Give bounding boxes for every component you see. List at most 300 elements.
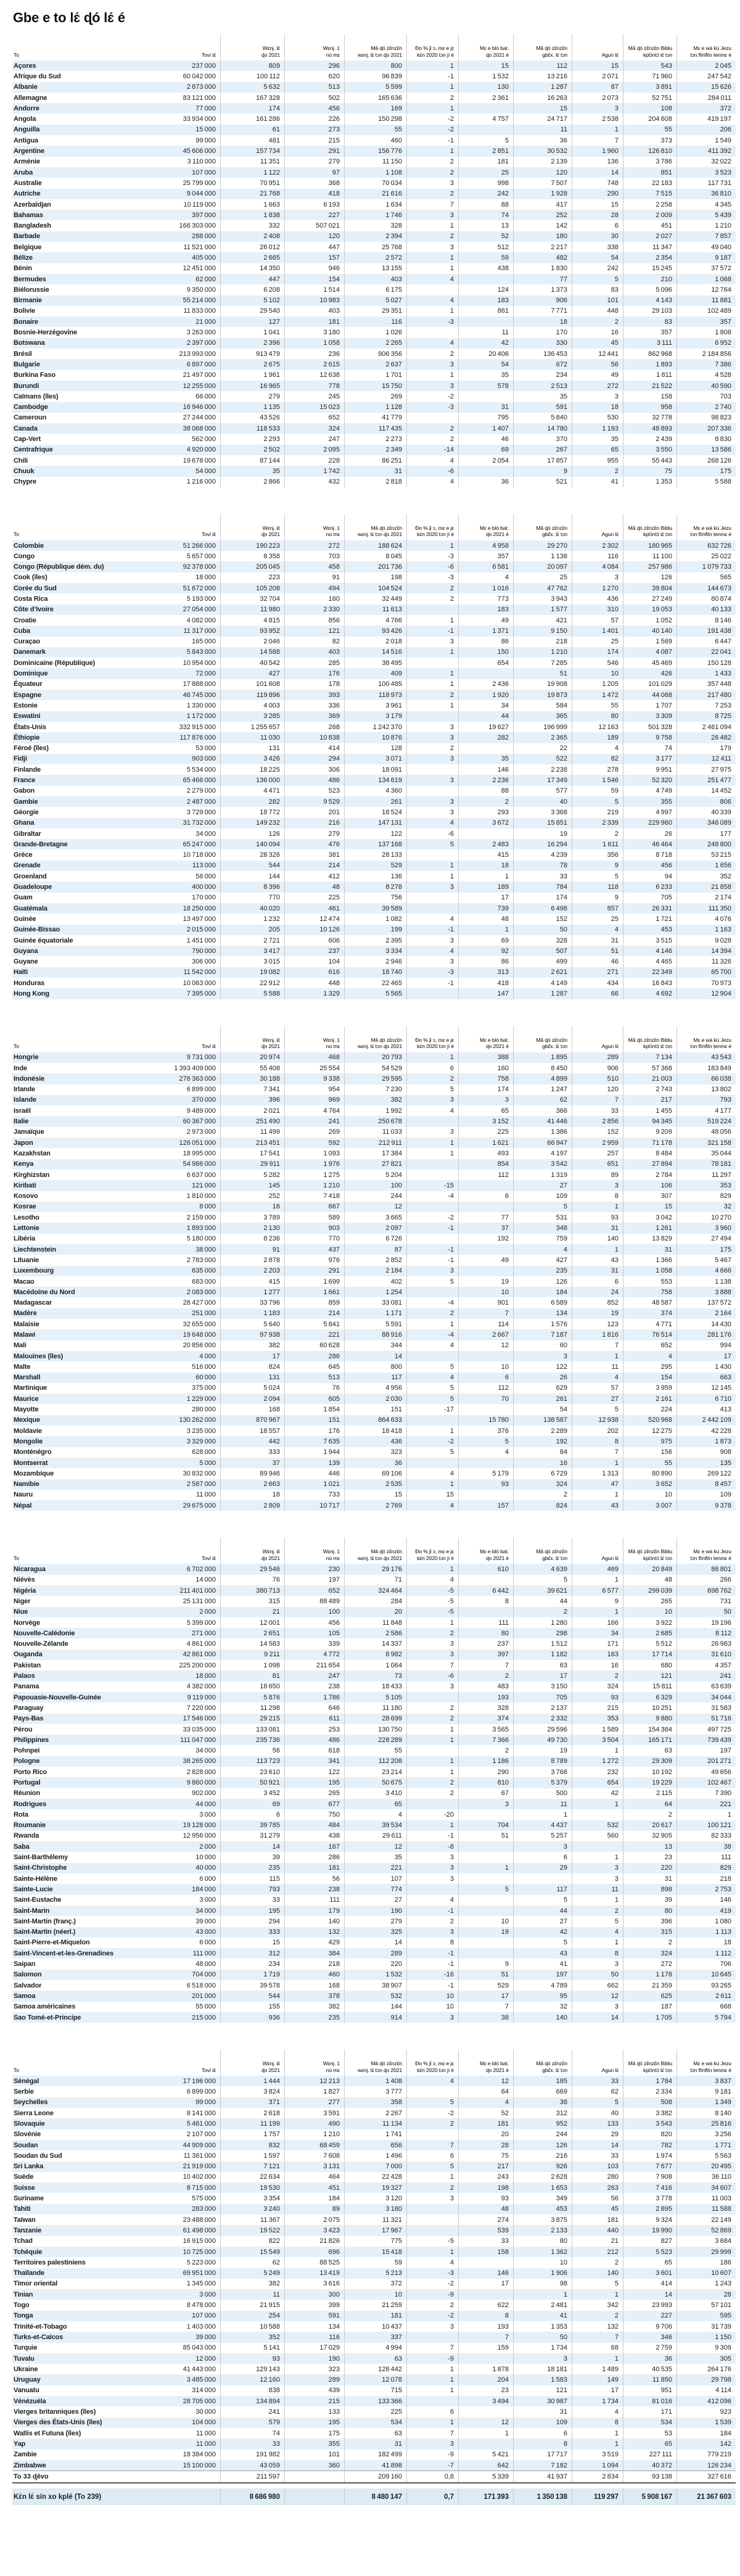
value-cell-avg_pioneers: 244 [513, 2129, 572, 2140]
country-cell: Bulgarie [14, 360, 40, 368]
value-cell-memorial_attendance: 264 176 [676, 2364, 736, 2374]
value-cell-congregations: 2 302 [572, 540, 623, 551]
value-cell-memorial_attendance: 4 177 [676, 1105, 736, 1116]
value-cell-publishers_2021: 39 785 [220, 1820, 284, 1831]
value-cell-baptized_2021: 2 054 [458, 455, 513, 466]
value-cell-publishers_2021: 11 499 [220, 1127, 284, 1137]
value-cell-population: 201 000 [192, 1992, 216, 2000]
value-cell-avg_publishers_2021: 1 108 [344, 167, 406, 178]
value-cell-congregations: 57 [572, 1383, 623, 1393]
value-cell-congregations: 3 [572, 1180, 623, 1191]
value-cell-pct_increase_over_2020: 2 [406, 1714, 458, 1724]
value-cell-memorial_attendance: 102 467 [676, 1777, 736, 1788]
table-row [12, 2129, 736, 2140]
value-cell-congregations: 3 519 [572, 2450, 623, 2460]
value-cell-avg_publishers_2021: 284 [344, 1596, 406, 1606]
value-cell-memorial_attendance: 66 038 [676, 1073, 736, 1084]
value-cell-baptized_2021: 150 [458, 647, 513, 658]
column-header-country: To [14, 51, 19, 58]
value-cell-population: 28 705 000 [183, 2397, 216, 2405]
country-cell: Zimbabwe [14, 2461, 46, 2469]
value-cell-ratio_1_per: 458 [284, 561, 344, 572]
value-cell-pct_increase_over_2020: 1 [406, 220, 458, 231]
value-cell-ratio_1_per: 13 419 [284, 2268, 344, 2279]
value-cell-avg_pioneers: 22 [513, 743, 572, 754]
value-cell-memorial_attendance: 40 133 [676, 605, 736, 615]
value-cell-ratio_1_per: 2 075 [284, 2215, 344, 2225]
value-cell-memorial_attendance: 247 542 [676, 71, 736, 81]
value-cell-population: 111 047 000 [180, 1736, 216, 1744]
value-cell-ratio_1_per: 456 [284, 103, 344, 114]
value-cell-congregations: 1 313 [572, 1468, 623, 1479]
value-cell-publishers_2021: 93 [220, 2353, 284, 2364]
value-cell-baptized_2021: 174 [458, 1084, 513, 1095]
table-row [12, 956, 736, 967]
value-cell-memorial_attendance: 4 528 [676, 370, 736, 381]
table-row [12, 893, 736, 903]
value-cell-population: 1 330 000 [186, 701, 216, 709]
value-cell-avg_publishers_2021: 2 818 [344, 477, 406, 487]
value-cell-memorial_attendance: 142 [676, 2438, 736, 2449]
value-cell-avg_bible_studies: 14 [623, 2289, 676, 2300]
value-cell-pct_increase_over_2020: 3 [406, 359, 458, 369]
value-cell-ratio_1_per: 946 [284, 263, 344, 274]
table-row [12, 2364, 736, 2374]
value-cell-pct_increase_over_2020 [406, 893, 458, 903]
country-cell: États-Unis [14, 723, 46, 731]
country-cell: Porto Rico [14, 1768, 47, 1776]
value-cell-memorial_attendance: 14 430 [676, 1319, 736, 1329]
value-cell-avg_publishers_2021: 55 [344, 125, 406, 135]
country-cell: Kɛ́n lɛ́ sín xo kplé (To 239) [14, 2493, 102, 2501]
value-cell-population: 11 833 000 [183, 307, 216, 315]
country-cell: Albanie [14, 83, 38, 91]
column-header-congregations: Agun lɛ́ [572, 1538, 623, 1564]
country-cell: Côte d’Ivoire [14, 606, 54, 614]
value-cell-publishers_2021: 56 [220, 1745, 284, 1756]
value-cell-avg_bible_studies: 2 161 [623, 1393, 676, 1404]
value-cell-congregations: 31 [572, 1223, 623, 1233]
table-row [12, 2076, 736, 2086]
column-header-row [12, 2050, 736, 2076]
value-cell-avg_pioneers: 3 [513, 1351, 572, 1361]
value-cell-ratio_1_per: 279 [284, 828, 344, 839]
value-cell-pct_increase_over_2020: 3 [406, 754, 458, 764]
value-cell-avg_publishers_2021: 50 675 [344, 1777, 406, 1788]
table-row [12, 1905, 736, 1916]
country-cell: Seychelles [14, 2099, 48, 2107]
value-cell-congregations: 89 [572, 1170, 623, 1180]
value-cell-congregations: 651 [572, 1159, 623, 1170]
column-header-avg_bible_studies: Mǎ ɖó zɛ̌nzɛ̌n Biblu kplɔ́ntɔ́ lɛ́ tɔn [623, 514, 676, 540]
value-cell-population: 283 000 [192, 2205, 216, 2213]
value-cell-memorial_attendance: 1 138 [676, 1276, 736, 1287]
value-cell-pct_increase_over_2020: -2 [406, 1436, 458, 1447]
value-cell-avg_bible_studies: 55 [623, 125, 676, 135]
value-cell-avg_bible_studies: 10 192 [623, 1767, 676, 1777]
table-row [12, 1319, 736, 1329]
value-cell-avg_pioneers: 1 373 [513, 284, 572, 295]
table-row [12, 1991, 736, 2001]
value-cell-baptized_2021: 42 [458, 338, 513, 349]
table-row [12, 871, 736, 881]
value-cell-population: 6 000 [199, 1939, 216, 1947]
value-cell-memorial_attendance: 8 112 [676, 1628, 736, 1638]
table-section-4 [12, 1538, 736, 2023]
value-cell-avg_publishers_2021: 29 351 [344, 306, 406, 316]
value-cell-avg_publishers_2021: 656 [344, 2140, 406, 2150]
value-cell-avg_publishers_2021: 460 [344, 135, 406, 146]
value-cell-avg_publishers_2021: 36 [344, 1458, 406, 1468]
value-cell-memorial_attendance: 40 339 [676, 807, 736, 817]
value-cell-population: 2 000 [199, 1608, 216, 1616]
value-cell-baptized_2021: 20 [458, 2129, 513, 2140]
value-cell-pct_increase_over_2020: 1 [406, 2385, 458, 2396]
country-cell: Mexique [14, 1416, 40, 1424]
value-cell-avg_publishers_2021: 2 769 [344, 1500, 406, 1511]
value-cell-memorial_attendance: 595 [676, 2311, 736, 2321]
value-cell-pct_increase_over_2020: 0,8 [406, 2471, 458, 2482]
value-cell-memorial_attendance: 14 394 [676, 946, 736, 956]
value-cell-baptized_2021: 157 [458, 1500, 513, 1511]
value-cell-avg_pioneers: 330 [513, 338, 572, 349]
table-row [12, 1938, 736, 1948]
value-cell-baptized_2021: 2 361 [458, 93, 513, 103]
value-cell-memorial_attendance: 2 174 [676, 893, 736, 903]
table-row [12, 157, 736, 167]
value-cell-memorial_attendance: 31 583 [676, 1703, 736, 1713]
value-cell-baptized_2021: 2 [458, 796, 513, 807]
value-cell-avg_pioneers: 1 287 [513, 82, 572, 93]
value-cell-baptized_2021: 86 [458, 637, 513, 647]
value-cell-pct_increase_over_2020 [406, 1692, 458, 1703]
column-header-publishers_2021: Wɛnj. lɛ́ ɖo 2021 [220, 2050, 284, 2076]
value-cell-pct_increase_over_2020: 4 [406, 1340, 458, 1351]
value-cell-publishers_2021: 43 526 [220, 413, 284, 423]
country-cell: France [14, 777, 36, 785]
value-cell-avg_bible_studies: 10 251 [623, 1703, 676, 1713]
value-cell-avg_pioneers: 1 182 [513, 1649, 572, 1660]
value-cell-population: 3 329 000 [186, 1437, 216, 1445]
table-row [12, 828, 736, 839]
table-row [12, 1095, 736, 1105]
value-cell-ratio_1_per: 76 [284, 1383, 344, 1393]
value-cell-ratio_1_per: 100 [284, 1607, 344, 1617]
table-row [12, 402, 736, 413]
value-cell-baptized_2021 [458, 1490, 513, 1500]
value-cell-ratio_1_per: 954 [284, 1084, 344, 1095]
country-cell: Açores [14, 62, 36, 70]
value-cell-avg_publishers_2021: 534 [344, 2417, 406, 2428]
value-cell-population: 10 063 000 [183, 979, 216, 987]
country-cell: Malaisie [14, 1320, 39, 1328]
value-cell-publishers_2021: 1 135 [220, 402, 284, 413]
value-cell-memorial_attendance: 419 [676, 1905, 736, 1916]
country-cell: Saint-Martin (franç.) [14, 1917, 76, 1925]
value-cell-avg_pioneers: 252 [513, 210, 572, 220]
value-cell-pct_increase_over_2020: 2 [406, 583, 458, 593]
table-row [12, 1756, 736, 1767]
country-cell: Samoa américaines [14, 2003, 76, 2011]
value-cell-baptized_2021 [458, 1351, 513, 1361]
value-cell-population: 9 119 000 [187, 1693, 216, 1701]
value-cell-ratio_1_per: 7 608 [284, 2150, 344, 2161]
value-cell-ratio_1_per: 10 983 [284, 295, 344, 306]
value-cell-congregations: 3 [572, 391, 623, 402]
value-cell-baptized_2021: 48 [458, 914, 513, 924]
value-cell-avg_publishers_2021: 774 [344, 1884, 406, 1894]
value-cell-ratio_1_per: 190 [284, 2353, 344, 2364]
value-cell-publishers_2021: 14 588 [220, 647, 284, 658]
value-cell-avg_publishers_2021: 12 [344, 1202, 406, 1212]
value-cell-avg_pioneers: 4 [513, 1244, 572, 1255]
value-cell-avg_pioneers: 19 [513, 828, 572, 839]
value-cell-publishers_2021: 8 686 980 [220, 2488, 284, 2505]
value-cell-pct_increase_over_2020: 3 [406, 1927, 458, 1938]
value-cell-baptized_2021: 160 [458, 1063, 513, 1073]
value-cell-publishers_2021: 2 878 [220, 1255, 284, 1265]
value-cell-baptized_2021: 36 [458, 477, 513, 487]
value-cell-congregations: 181 [572, 2215, 623, 2225]
value-cell-publishers_2021: 1 961 [220, 370, 284, 381]
value-cell-baptized_2021: 512 [458, 242, 513, 252]
value-cell-baptized_2021: 290 [458, 1767, 513, 1777]
value-cell-publishers_2021: 211 597 [220, 2471, 284, 2482]
value-cell-congregations: 11 [572, 1884, 623, 1894]
value-cell-population: 397 000 [192, 211, 216, 219]
country-cell: Féroé (îles) [14, 745, 49, 753]
value-cell-avg_pioneers: 41 446 [513, 1116, 572, 1126]
value-cell-publishers_2021: 371 [220, 2097, 284, 2108]
value-cell-memorial_attendance: 11 881 [676, 295, 736, 306]
value-cell-congregations: 1 [572, 1244, 623, 1255]
value-cell-avg_pioneers: 5 [513, 1202, 572, 1212]
value-cell-publishers_2021: 9 211 [220, 1649, 284, 1660]
value-cell-publishers_2021: 213 451 [220, 1137, 284, 1148]
value-cell-congregations: 8 [572, 1436, 623, 1447]
country-cell: Libéria [14, 1235, 36, 1243]
value-cell-avg_pioneers: 3 [513, 1841, 572, 1852]
value-cell-memorial_attendance: 4 357 [676, 1660, 736, 1670]
value-cell-memorial_attendance: 32 [676, 1202, 736, 1212]
value-cell-avg_publishers_2021: 11 150 [344, 157, 406, 167]
column-header-avg_publishers_2021: Mǎ ɖó zɛ̌nzɛ̌n wɛnj. lɛ́ tɔn ɖo 2021 [344, 2050, 406, 2076]
value-cell-publishers_2021: 1 719 [220, 1970, 284, 1980]
country-cell: Haïti [14, 968, 28, 976]
value-cell-baptized_2021: 67 [458, 1788, 513, 1799]
country-cell: Grenade [14, 862, 41, 870]
value-cell-avg_pioneers: 672 [513, 359, 572, 369]
value-cell-avg_bible_studies: 451 [623, 220, 676, 231]
value-cell-memorial_attendance: 3 684 [676, 2236, 736, 2247]
value-cell-congregations: 2 [572, 1905, 623, 1916]
value-cell-avg_bible_studies: 3 515 [623, 935, 676, 946]
country-cell: Afrique du Sud [14, 72, 61, 80]
value-cell-avg_publishers_2021: 403 [344, 274, 406, 284]
value-cell-avg_pioneers: 19 [513, 1745, 572, 1756]
value-cell-publishers_2021: 3 015 [220, 956, 284, 967]
value-cell-avg_bible_studies: 31 [623, 1244, 676, 1255]
value-cell-avg_publishers_2021: 18 418 [344, 1426, 406, 1436]
value-cell-pct_increase_over_2020: -5 [406, 1607, 458, 1617]
value-cell-avg_publishers_2021: 11 321 [344, 2215, 406, 2225]
value-cell-population: 56 000 [195, 872, 216, 880]
value-cell-avg_pioneers: 216 [513, 2150, 572, 2161]
value-cell-pct_increase_over_2020: -6 [406, 828, 458, 839]
value-cell-congregations: 103 [572, 2161, 623, 2172]
value-cell-ratio_1_per: 122 [284, 1767, 344, 1777]
country-cell: Gambie [14, 798, 38, 806]
country-cell: Japon [14, 1139, 33, 1147]
value-cell-memorial_attendance: 22 149 [676, 2215, 736, 2225]
value-cell-avg_bible_studies: 2 258 [623, 199, 676, 210]
value-cell-memorial_attendance: 2 753 [676, 1884, 736, 1894]
value-cell-avg_bible_studies: 9 951 [623, 764, 676, 775]
value-cell-population: 237 000 [192, 62, 216, 70]
value-cell-avg_pioneers: 109 [513, 1191, 572, 1202]
country-cell: Guyane [14, 958, 38, 966]
value-cell-memorial_attendance: 241 [676, 1670, 736, 1681]
value-cell-avg_pioneers: 138 587 [513, 1415, 572, 1426]
value-cell-publishers_2021: 50 921 [220, 1777, 284, 1788]
value-cell-pct_increase_over_2020: 1 [406, 1820, 458, 1831]
value-cell-ratio_1_per: 56 [284, 1873, 344, 1884]
value-cell-ratio_1_per: 294 [284, 754, 344, 764]
value-cell-memorial_attendance: 150 128 [676, 658, 736, 668]
country-cell: Costa Rica [14, 595, 48, 603]
value-cell-pct_increase_over_2020: -2 [406, 125, 458, 135]
value-cell-population: 2 783 000 [186, 1256, 216, 1264]
value-cell-ratio_1_per: 652 [284, 1585, 344, 1596]
value-cell-avg_pioneers: 6 [513, 2428, 572, 2438]
country-cell: Chypre [14, 478, 36, 486]
column-header-pct_increase_over_2020: Ɖo % jǐ ɔ, mɛ e jɛ kɛ́n 2020 tɔn jí é [406, 1026, 458, 1052]
value-cell-avg_pioneers: 33 [513, 871, 572, 881]
value-cell-avg_publishers_2021: 18 524 [344, 807, 406, 817]
value-cell-memorial_attendance: 663 [676, 1373, 736, 1383]
value-cell-avg_publishers_2021: 4 360 [344, 786, 406, 796]
value-cell-avg_pioneers: 15 851 [513, 818, 572, 828]
value-cell-congregations: 41 [572, 477, 623, 487]
value-cell-population: 5 193 000 [186, 595, 216, 603]
value-cell-avg_pioneers: 16 263 [513, 93, 572, 103]
value-cell-pct_increase_over_2020: 3 [406, 1266, 458, 1276]
value-cell-congregations: 149 [572, 2374, 623, 2385]
country-cell: Tonga [14, 2312, 33, 2320]
value-cell-avg_pioneers: 6 729 [513, 1468, 572, 1479]
value-cell-avg_bible_studies: 171 [623, 2406, 676, 2417]
value-cell-population: 11 521 000 [183, 243, 216, 251]
value-cell-avg_publishers_2021: 8 480 147 [344, 2488, 406, 2505]
value-cell-pct_increase_over_2020: 4 [406, 2257, 458, 2268]
value-cell-avg_publishers_2021: 71 [344, 1575, 406, 1585]
value-cell-memorial_attendance: 806 [676, 796, 736, 807]
value-cell-memorial_attendance: 117 731 [676, 178, 736, 188]
value-cell-avg_pioneers: 926 [513, 2161, 572, 2172]
value-cell-publishers_2021: 31 279 [220, 1831, 284, 1841]
value-cell-baptized_2021 [458, 1607, 513, 1617]
value-cell-congregations: 136 [572, 157, 623, 167]
value-cell-memorial_attendance: 25 816 [676, 2118, 736, 2129]
value-cell-ratio_1_per: 451 [284, 2182, 344, 2193]
value-cell-baptized_2021: 77 [458, 1212, 513, 1223]
value-cell-baptized_2021: 23 [458, 2385, 513, 2396]
value-cell-ratio_1_per: 486 [284, 1735, 344, 1745]
country-cell: Saint-Pierre-et-Miquelon [14, 1939, 90, 1947]
value-cell-population: 2 015 000 [186, 926, 216, 934]
value-cell-memorial_attendance: 27 494 [676, 1234, 736, 1244]
value-cell-memorial_attendance: 269 122 [676, 1468, 736, 1479]
value-cell-population: 5 461 000 [186, 2120, 216, 2128]
value-cell-baptized_2021: 51 [458, 1970, 513, 1980]
table-row [12, 1831, 736, 1841]
value-cell-congregations: 1 193 [572, 423, 623, 434]
value-cell-publishers_2021: 8 236 [220, 1234, 284, 1244]
value-cell-pct_increase_over_2020: 7 [406, 2343, 458, 2353]
value-cell-avg_publishers_2021: 156 776 [344, 146, 406, 156]
column-header-congregations: Agun lɛ́ [572, 1026, 623, 1052]
value-cell-avg_publishers_2021: 323 [344, 1447, 406, 1458]
value-cell-ratio_1_per: 132 [284, 1927, 344, 1938]
value-cell-publishers_2021: 1 757 [220, 2129, 284, 2140]
column-header-population: Toví lɛ́ [201, 1043, 216, 1050]
value-cell-ratio_1_per: 591 [284, 2311, 344, 2321]
value-cell-congregations: 1 734 [572, 2396, 623, 2406]
value-cell-baptized_2021: 198 [458, 2182, 513, 2193]
value-cell-avg_bible_studies: 272 [623, 1959, 676, 1969]
value-cell-congregations: 748 [572, 178, 623, 188]
value-cell-baptized_2021: 12 [458, 1340, 513, 1351]
value-cell-population: 6 702 000 [186, 1566, 216, 1574]
country-cell: Autriche [14, 190, 41, 198]
value-cell-pct_increase_over_2020: 2 [406, 2182, 458, 2193]
value-cell-avg_bible_studies: 7 677 [623, 2161, 676, 2172]
country-cell: Cook (îles) [14, 574, 47, 582]
table-row [12, 903, 736, 914]
value-cell-ratio_1_per: 279 [284, 157, 344, 167]
country-cell: Arménie [14, 158, 40, 166]
value-cell-ratio_1_per: 1 742 [284, 466, 344, 476]
value-cell-ratio_1_per: 2 330 [284, 605, 344, 615]
value-cell-ratio_1_per: 97 [284, 167, 344, 178]
table-row [12, 1788, 736, 1799]
value-cell-congregations: 5 [572, 796, 623, 807]
value-cell-publishers_2021: 442 [220, 1436, 284, 1447]
country-cell: Anguilla [14, 126, 40, 134]
value-cell-avg_pioneers: 26 [513, 1373, 572, 1383]
value-cell-pct_increase_over_2020 [406, 764, 458, 775]
value-cell-population: 575 000 [192, 2195, 216, 2203]
value-cell-congregations: 3 [572, 1959, 623, 1969]
value-cell-ratio_1_per: 438 [284, 1831, 344, 1841]
value-cell-avg_bible_studies: 23 993 [623, 2300, 676, 2310]
value-cell-pct_increase_over_2020: 1 [406, 306, 458, 316]
value-cell-baptized_2021: 4 [458, 1447, 513, 1458]
value-cell-avg_bible_studies: 126 [623, 572, 676, 583]
value-cell-pct_increase_over_2020: -1 [406, 135, 458, 146]
value-cell-congregations: 4 084 [572, 561, 623, 572]
value-cell-avg_publishers_2021: 715 [344, 2385, 406, 2396]
value-cell-avg_publishers_2021: 5 027 [344, 295, 406, 306]
value-cell-pct_increase_over_2020: 1 [406, 1479, 458, 1490]
value-cell-avg_pioneers: 18 181 [513, 2364, 572, 2374]
value-cell-avg_bible_studies: 396 [623, 1916, 676, 1926]
value-cell-population: 2 000 [199, 1843, 216, 1851]
value-cell-ratio_1_per: 306 [284, 764, 344, 775]
value-cell-memorial_attendance: 111 350 [676, 903, 736, 914]
value-cell-avg_bible_studies: 93 138 [623, 2471, 676, 2482]
value-cell-ratio_1_per: 976 [284, 1255, 344, 1265]
